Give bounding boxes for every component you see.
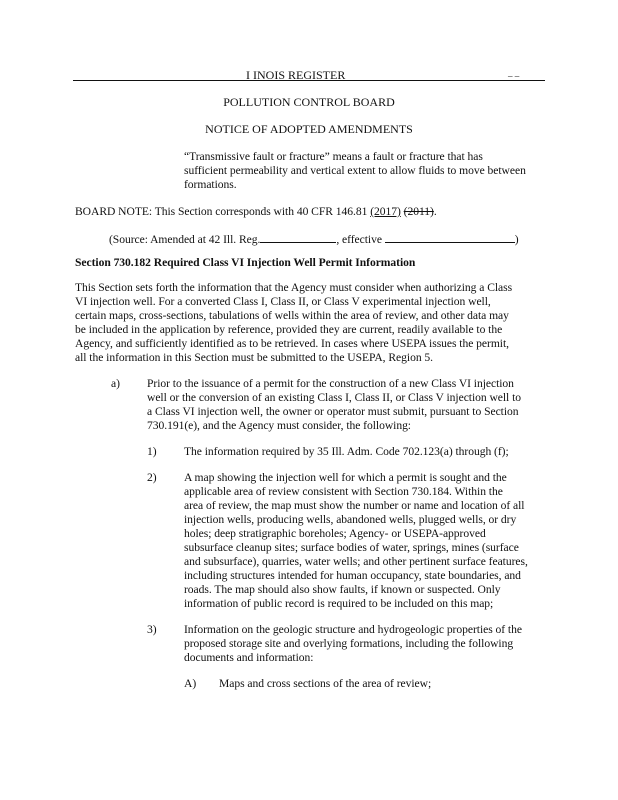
subsection-a-line-4: 730.191(e), and the Agency must consider, the following: [147, 419, 411, 432]
section-heading: Section 730.182 Required Class VI Injection Well Permit Information [75, 256, 416, 269]
item-1-line-1: The information required by 35 Ill. Adm. Code 702.123(a) through (f); [184, 445, 509, 458]
board-note-text: BOARD NOTE: This Section corresponds with 40 CFR 146.81 [75, 205, 371, 218]
register-title: I INOIS REGISTER [246, 68, 346, 82]
subsection-a-label: a) [111, 377, 120, 390]
item-2-line-7: and subsurface), quarries, water wells; and other pertinent surface features, [184, 555, 528, 568]
source-suffix: ) [514, 233, 519, 246]
item-3-label: 3) [147, 623, 157, 636]
item-3-subitem-a-text: Maps and cross sections of the area of review; [219, 677, 432, 690]
source-effective-blank [385, 231, 515, 243]
notice-title: NOTICE OF ADOPTED AMENDMENTS [205, 122, 413, 136]
board-name: POLLUTION CONTROL BOARD [223, 95, 395, 109]
item-2-line-2: applicable area of review consistent with Section 730.184. Within the [184, 485, 503, 498]
board-note-period: . [433, 205, 437, 218]
item-3-line-1: Information on the geologic structure and hydrogeologic properties of the [184, 623, 522, 636]
source-line [109, 231, 519, 247]
definition-line-3: formations. [184, 178, 237, 191]
subsection-a-line-2: well or the conversion of an existing Class I, Class II, or Class V injection well to [147, 391, 521, 404]
item-2-line-6: subsurface cleanup sites; surface bodies of water, springs, mines (surface [184, 541, 519, 554]
item-2-line-1: A map showing the injection well for which a permit is sought and the [184, 471, 507, 484]
item-2-line-10: information of public record is required to be included on this map; [184, 597, 494, 610]
item-2-line-8: including structures intended for human occupancy, state boundaries, and [184, 569, 521, 582]
board-note-added-year: (2017) [370, 205, 401, 218]
definition-line-2: sufficient permeability and vertical extent to allow fluids to move between [184, 164, 526, 177]
subsection-a-line-3: a Class VI injection well, the owner or operator must submit, pursuant to Section [147, 405, 519, 418]
source-prefix: (Source: Amended at 42 Ill. Reg. [109, 233, 261, 246]
subsection-a-line-1: Prior to the issuance of a permit for the construction of a new Class VI injection [147, 377, 514, 390]
intro-line-4: be included in the application by reference, provided they are current, readily available to the [75, 323, 503, 336]
item-3-line-2: proposed storage site and overlying formations, including the following [184, 637, 514, 650]
item-3-line-3: documents and information: [184, 651, 314, 664]
board-note-deleted-year: (2011) [403, 205, 434, 218]
item-2-line-3: area of review, the map must show the number or name and location of all [184, 499, 525, 512]
intro-line-6: all the information in this Section must be submitted to the USEPA, Region 5. [75, 351, 434, 364]
page-marker: _ _ [508, 68, 520, 78]
intro-line-5: Agency, and sufficiently identified as to be retrieved. In cases where USEPA issues the permit, [75, 337, 509, 350]
item-2-label: 2) [147, 471, 157, 484]
board-note [75, 205, 437, 219]
item-1-label: 1) [147, 445, 157, 458]
definition-line-1: “Transmissive fault or fracture” means a fault or fracture that has [184, 150, 483, 163]
intro-line-2: VI injection well. For a converted Class I, Class II, or Class V experimental injection well, [75, 295, 491, 308]
source-effective: , effective [336, 233, 382, 246]
item-2-line-9: roads. The map should also show faults, if known or suspected. Only [184, 583, 501, 596]
source-register-blank [260, 231, 336, 243]
item-2-line-5: holes; deep stratigraphic boreholes; Agency- or USEPA-approved [184, 527, 486, 540]
item-2-line-4: injection wells, producing wells, abandoned wells, plugged wells, or dry [184, 513, 517, 526]
intro-line-1: This Section sets forth the information that the Agency must consider when authorizing a Class [75, 281, 513, 294]
intro-line-3: certain maps, cross-sections, tabulations of wells within the area of review, and other data may [75, 309, 509, 322]
item-3-subitem-a-label: A) [184, 677, 197, 690]
